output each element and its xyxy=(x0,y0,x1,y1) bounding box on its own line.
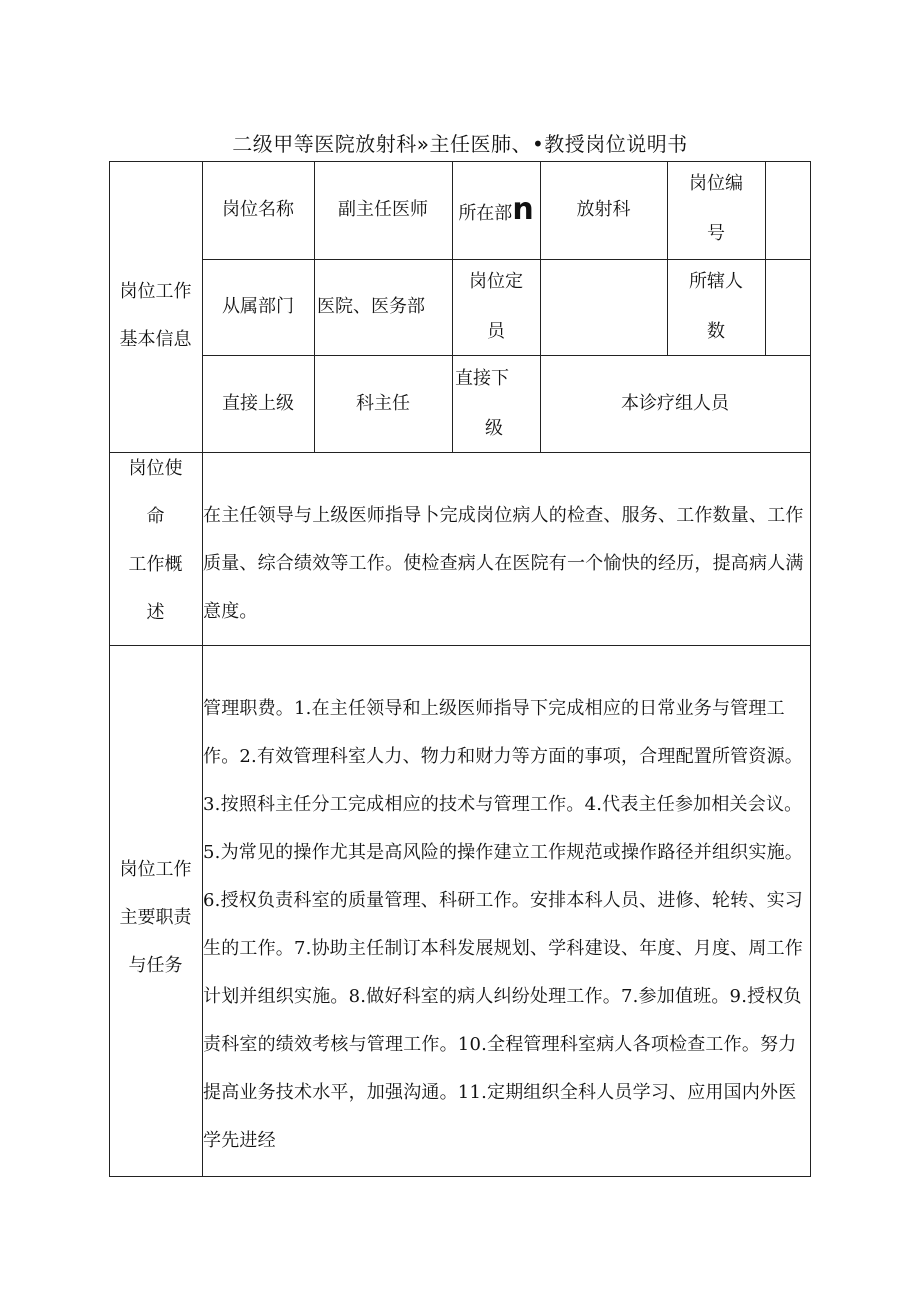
direct-superior-label: 直接上级 xyxy=(222,393,294,414)
department-value: 放射科 xyxy=(576,199,631,220)
table-border-top xyxy=(109,161,811,162)
duties-text: 管理职费。1.在主任领导和上级医师指导下完成相应的日常业务与管理工作。2.有效管理科室人力、物力和财力等方面的事项，合理配置所管资源。3.按照科主任分工完成相应的技术与管理工作。4.代表主任参加相关会议。5.为常见的操作尤其是高风险的操作建立工作规范或操作路径并组织实施。6.授权负责科室的质量管理、科研工作。安排本科人员、进修、轮转、实习生的工作。7.协助主任制订本科发展规划、学科建设、年度、月度、周工作计划并组织实施。8.做好科室的病人纠纷处理工作。7.参加值班。9.授权负责科室的绩效考核与管理工作。10.全程管理科室病人各项检查工作。努力提高业务技术水平，加强沟通。11.定期组织全科人员学习、应用国内外医学先进经 xyxy=(203,698,803,1151)
post-name-value: 副主任医师 xyxy=(338,199,428,220)
mission-text: 在主任领导与上级医师指导卜完成岗位病人的检查、服务、工作数量、工作质量、综合绩效等工作。使检查病人在医院有一个愉快的经历，提高病人满意度。 xyxy=(203,505,804,622)
section-duties-label: 岗位工作 主要职责 与任务 xyxy=(119,859,192,976)
section-mission-label: 岗位使 命 工作概 述 xyxy=(128,458,183,623)
column-divider xyxy=(765,161,766,355)
table-border-right xyxy=(810,161,811,1177)
direct-subordinate-label: 直接下 级 xyxy=(455,368,509,439)
section-divider xyxy=(109,452,811,453)
affiliation-value: 医院、医务部 xyxy=(317,296,425,317)
direct-superior-value: 科主任 xyxy=(356,393,410,414)
post-name-label: 岗位名称 xyxy=(222,199,294,220)
section-divider xyxy=(109,645,811,646)
document-title: 二级甲等医院放射科»主任医肺、•教授岗位说明书 xyxy=(232,132,688,156)
row-divider xyxy=(202,355,811,356)
post-number-label: 岗位编 号 xyxy=(689,173,743,244)
department-label: 所在部n xyxy=(458,192,534,227)
post-quota-label: 岗位定 员 xyxy=(469,271,523,342)
table-border-bottom xyxy=(109,1176,811,1177)
subordinate-count-label: 所辖人 数 xyxy=(689,271,743,342)
affiliation-label: 从属部门 xyxy=(222,296,294,317)
row-divider xyxy=(202,259,811,260)
direct-subordinate-value: 本诊疗组人员 xyxy=(621,393,729,414)
section-basic-label: 岗位工作 基本信息 xyxy=(119,281,192,350)
